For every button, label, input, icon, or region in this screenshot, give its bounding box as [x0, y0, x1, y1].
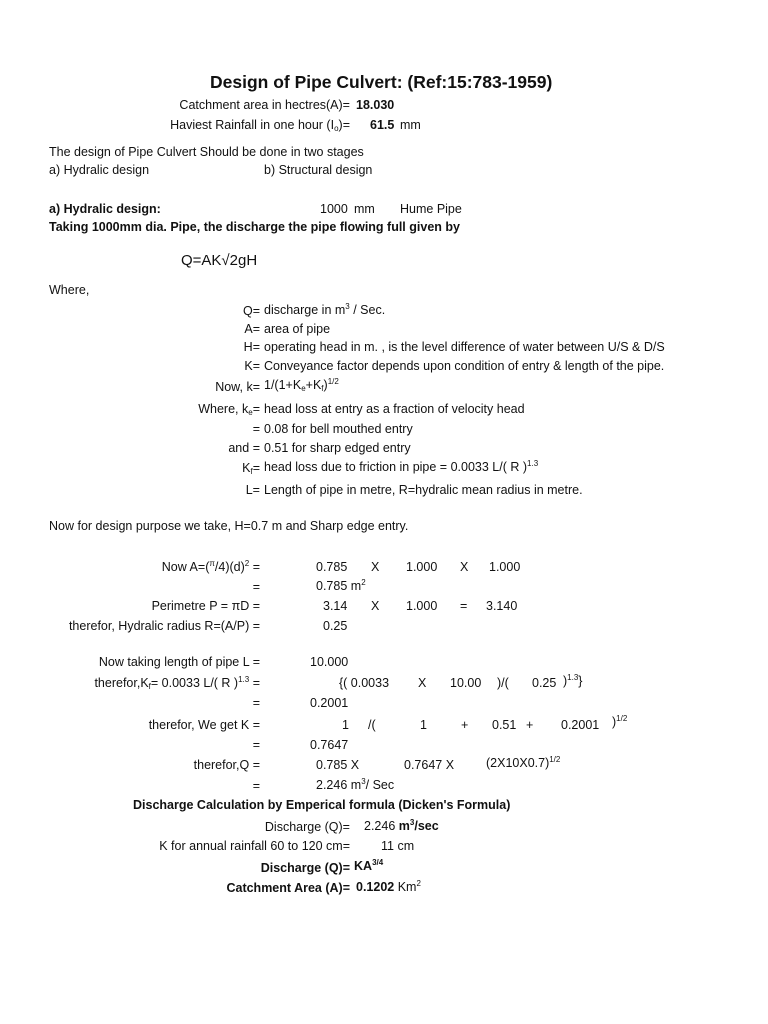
calc-kf-x: X — [418, 676, 427, 690]
def-kf-label: $K_f=$ — [242, 461, 260, 476]
def-a-label: A= — [244, 322, 260, 336]
def-q-text: discharge in $m^3$ / Sec. — [264, 302, 386, 317]
def-h-text: operating head in m. , is the level difference of water between U/S & D/S — [264, 340, 665, 354]
calc-p-label: Perimetre P = πD = — [151, 599, 260, 613]
calc-p-x: X — [371, 599, 380, 613]
dickens-k-val: 11 cm — [381, 839, 415, 853]
calc-k2-val: 0.7647 — [310, 738, 349, 752]
calc-k-p7: 0.2001 — [561, 718, 600, 732]
def-k-text: Conveyance factor depends upon condition of entry & length of the pipe. — [264, 359, 665, 373]
calc-kf-label: $therefor,K_f= 0.0033$ L/( R )$^{1.3}$ = — [94, 675, 260, 691]
calc-q-p1: 0.785 X — [316, 758, 360, 772]
discharge-formula: Q=AK√2gH — [181, 252, 258, 269]
calc-l-label: Now taking length of pipe L = — [98, 655, 260, 669]
dickens-k-label: K for annual rainfall 60 to 120 cm= — [159, 839, 350, 853]
rainfall-label: Haviest Rainfall in one hour $(I_o)=$ — [170, 118, 350, 133]
calc-a-label: Now $A=(^\pi/4)(d)^2$ = — [161, 559, 260, 574]
calc-kf-p4: 0.25 — [532, 676, 557, 690]
design-note: Now for design purpose we take, H=0.7 m and Sharp edge entry. — [49, 519, 409, 533]
calc-a2-val: 0.785 $m^2$ — [316, 578, 366, 593]
calc-k-p2: /( — [368, 718, 376, 732]
calc-kf-p2: 10.00 — [450, 676, 482, 690]
def-q-label: Q= — [242, 304, 260, 318]
calc-k-p1: 1 — [342, 718, 349, 732]
calc-a-x2: X — [460, 560, 469, 574]
calc-p-eq: = — [460, 599, 468, 613]
dickens-q-label: Discharge (Q)= — [264, 820, 350, 834]
calc-k-p8: )$^{1/2}$ — [612, 714, 628, 729]
calc-q2-eq: = — [252, 779, 260, 793]
calc-q-label: therefor,Q = — [193, 758, 260, 772]
def-h-label: H= — [243, 340, 260, 354]
def-sharp-text: 0.51 for sharp edged entry — [264, 441, 411, 455]
rainfall-value: 61.5 — [370, 118, 395, 132]
def-kf-text: head loss due to friction in pipe = 0.0033 L/( R )$^{1.3}$ — [264, 459, 539, 474]
def-nowk-text: $1/(1+K_e+K_f)^{1/2}$ — [264, 377, 339, 393]
catchment-area-label: Catchment Area (A)= — [226, 881, 350, 895]
rainfall-unit: mm — [400, 118, 421, 132]
pipe-dia-unit: mm — [354, 202, 375, 216]
def-ke-text: head loss at entry as a fraction of velocity head — [264, 402, 525, 416]
def-k-label: K= — [244, 359, 260, 373]
option-b: b) Structural design — [264, 163, 373, 177]
calc-q-p2: 0.7647 X — [404, 758, 455, 772]
def-nowk-label: Now, k= — [215, 380, 260, 394]
def-l-label: L= — [245, 483, 260, 497]
dickens-heading: Discharge Calculation by Emperical formula (Dicken's Formula) — [133, 798, 511, 812]
calc-q-p3: $(2X10X0.7)^{1/2}$ — [486, 755, 561, 770]
def-ke-label: Where, $k_e=$ — [198, 402, 260, 417]
calc-k-p5: 0.51 — [492, 718, 517, 732]
pipe-type: Hume Pipe — [400, 202, 462, 216]
catchment-value: 18.030 — [356, 98, 395, 112]
catchment-label: Catchment area in hectres(A)= — [179, 98, 350, 112]
dickens-formula-val: $KA^{3/4}$ — [354, 858, 384, 873]
calc-a-v1: 0.785 — [316, 560, 348, 574]
def-sharp-label: and = — [228, 441, 260, 455]
calc-k-p3: 1 — [420, 718, 427, 732]
taking-line: Taking 1000mm dia. Pipe, the discharge the pipe flowing full given by — [49, 220, 460, 234]
calc-p-v1: 3.14 — [323, 599, 348, 613]
calc-k-p6: + — [526, 718, 534, 732]
calc-kf-p1: {( 0.0033 — [339, 676, 390, 690]
intro-line: The design of Pipe Culvert Should be done in two stages — [49, 145, 364, 159]
catchment-area-val: 0.1202 Km$^2$ — [356, 879, 421, 894]
calc-k-p4: + — [461, 718, 469, 732]
where-label: Where, — [49, 283, 90, 297]
calc-a2-eq: = — [252, 580, 260, 594]
dickens-formula-label: Discharge (Q)= — [260, 861, 350, 875]
calc-r-val: 0.25 — [323, 619, 348, 633]
option-a: a) Hydralic design — [49, 163, 150, 177]
calc-q2-val: 2.246 $m^3/$ Sec — [316, 777, 395, 792]
calc-l-val: 10.000 — [310, 655, 349, 669]
calc-k-label: therefor, We get K = — [148, 718, 260, 732]
calc-p-v2: 1.000 — [406, 599, 438, 613]
page-title: Design of Pipe Culvert: (Ref:15:783-1959) — [210, 72, 553, 92]
calc-kf2-eq: = — [252, 696, 260, 710]
def-a-text: area of pipe — [264, 322, 331, 336]
calc-a-v2: 1.000 — [406, 560, 438, 574]
calc-kf2-val: 0.2001 — [310, 696, 349, 710]
def-bell-text: 0.08 for bell mouthed entry — [264, 422, 413, 436]
calc-a-x1: X — [371, 560, 380, 574]
def-bell-label: = — [252, 422, 260, 436]
calc-p-v3: 3.140 — [486, 599, 518, 613]
calc-kf-p5: )$^{1.3}$} — [563, 673, 583, 688]
dickens-q-val: 2.246 $m^3/\sec$ — [364, 818, 439, 833]
calc-k2-eq: = — [252, 738, 260, 752]
hydraulic-heading: a) Hydralic design: — [49, 202, 161, 216]
calc-r-label: therefor, Hydralic radius R=(A/P) = — [68, 619, 260, 633]
def-l-text: Length of pipe in metre, R=hydralic mean radius in metre. — [264, 483, 583, 497]
pipe-dia: 1000 — [320, 202, 348, 216]
calc-a-v3: 1.000 — [489, 560, 521, 574]
calc-kf-p3: )/( — [497, 676, 509, 690]
